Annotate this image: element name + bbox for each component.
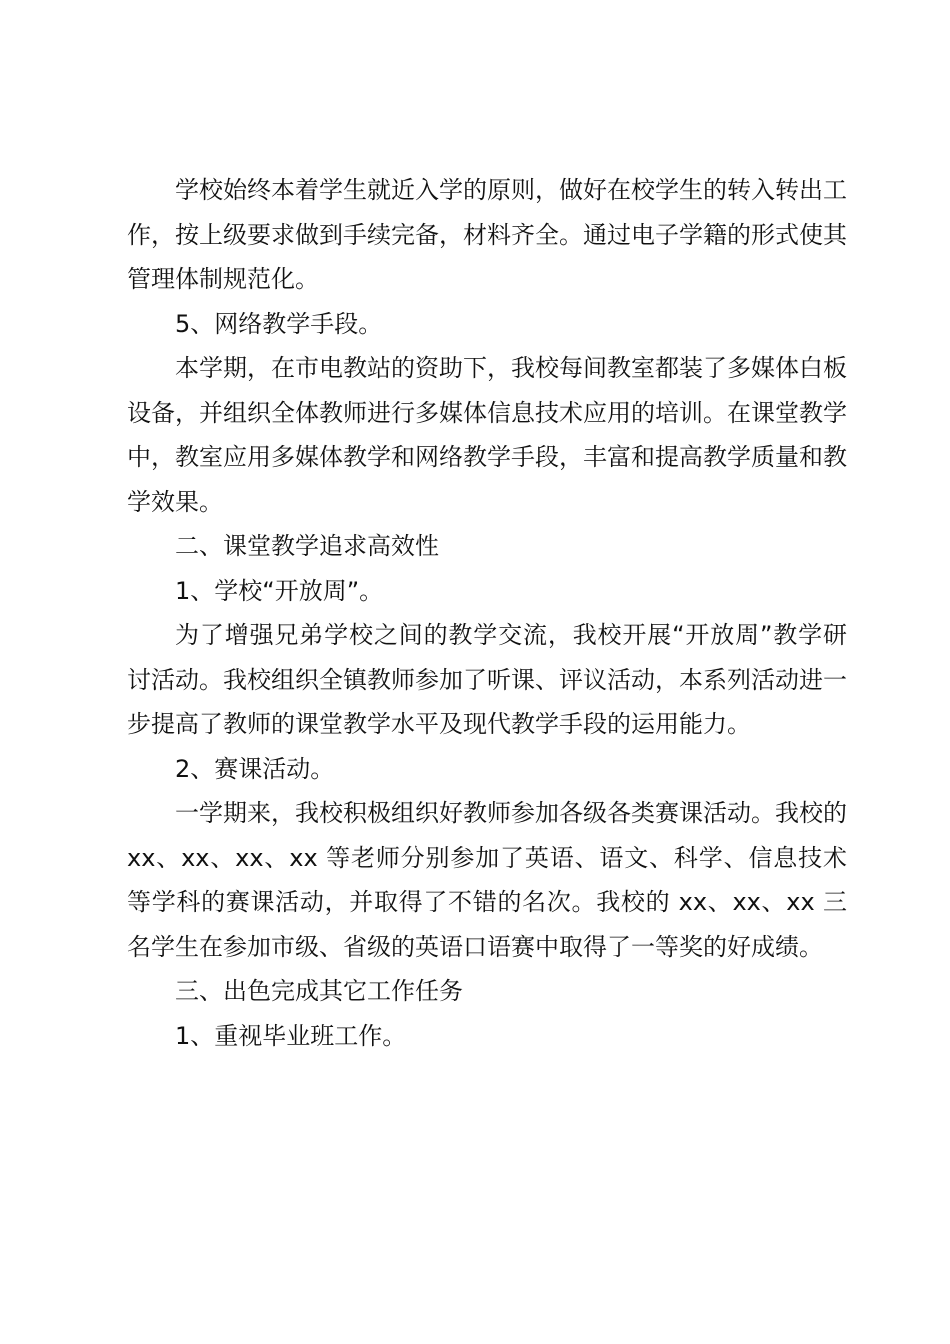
heading-section-three: 三、出色完成其它工作任务	[175, 977, 463, 1005]
heading-graduating-class: 1、重视毕业班工作。	[175, 1021, 407, 1050]
heading-open-week: 1、学校“开放周”。	[175, 576, 384, 605]
paragraph-enrollment: 学校始终本着学生就近入学的原则，做好在校学生的转入转出工作，按上级要求做到手续完备，材料齐全。通过电子学籍的形式使其管理体制规范化。	[127, 176, 847, 293]
paragraph-lesson-competition: 一学期来，我校积极组织好教师参加各级各类赛课活动。我校的 xx、xx、xx、xx 等老师分别参加了英语、语文、科学、信息技术等学科的赛课活动，并取得了不错的名次。我校的 xx、xx、xx 三名学生在参加市级、省级的英语口语赛中取得了一等奖的好成绩。	[127, 799, 847, 961]
paragraph-multimedia: 本学期，在市电教站的资助下，我校每间教室都装了多媒体白板设备，并组织全体教师进行多媒体信息技术应用的培训。在课堂教学中，教室应用多媒体教学和网络教学手段，丰富和提高教学质量和教学效果。	[127, 354, 847, 516]
heading-lesson-competition: 2、赛课活动。	[175, 754, 335, 783]
heading-section-two: 二、课堂教学追求高效性	[175, 532, 439, 560]
paragraph-open-week: 为了增强兄弟学校之间的教学交流，我校开展“开放周”教学研讨活动。我校组织全镇教师参加了听课、评议活动，本系列活动进一步提高了教师的课堂教学水平及现代教学手段的运用能力。	[127, 621, 847, 738]
document-body	[127, 168, 847, 1058]
heading-network-teaching: 5、网络教学手段。	[175, 309, 383, 338]
